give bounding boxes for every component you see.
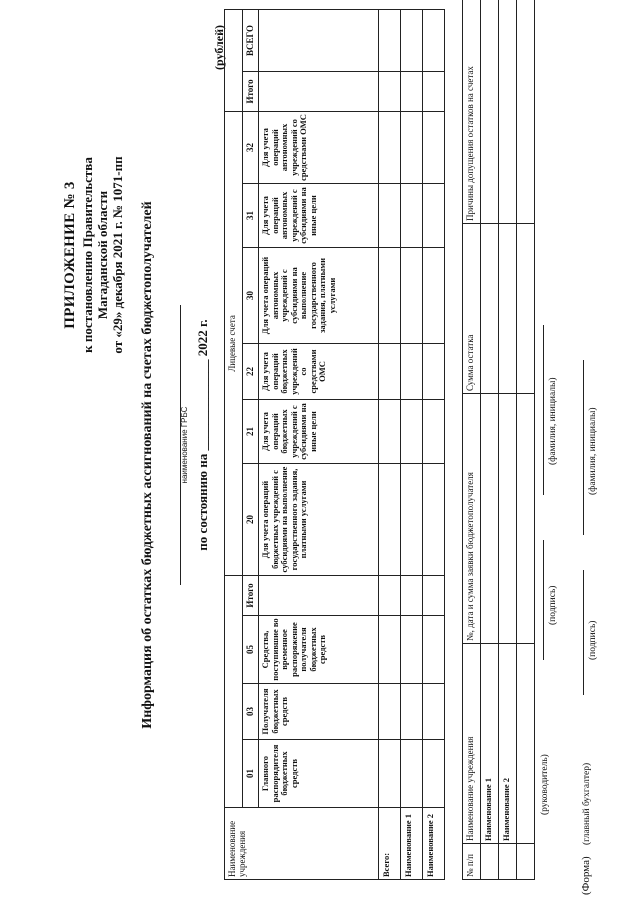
reasons-row-label: Наименование 1 xyxy=(481,644,499,844)
column-description xyxy=(259,71,379,111)
head-sign-line xyxy=(542,540,544,660)
table-cell[interactable] xyxy=(401,71,423,111)
accountant-sign-line xyxy=(582,570,584,695)
table-cell[interactable] xyxy=(401,616,423,684)
table-cell[interactable] xyxy=(379,684,401,740)
table-cell[interactable] xyxy=(423,740,445,808)
code-header: 05 xyxy=(243,616,259,684)
table-cell[interactable] xyxy=(379,344,401,400)
reasons-header: № п/п xyxy=(463,844,481,880)
table-cell[interactable] xyxy=(401,111,423,183)
code-header: Итого xyxy=(243,576,259,616)
appendix-title: ПРИЛОЖЕНИЕ № 3 xyxy=(62,181,78,329)
table-cell[interactable] xyxy=(379,71,401,111)
form-label: (Форма) xyxy=(580,856,592,895)
accountant-sign-caption: (подпись) xyxy=(588,620,598,660)
head-name-caption: (фамилия, инициалы) xyxy=(548,377,558,465)
reasons-cell[interactable] xyxy=(517,844,535,880)
table-cell[interactable] xyxy=(379,184,401,248)
table-cell[interactable] xyxy=(401,344,423,400)
reasons-header: Причины допущения остатков на счетах xyxy=(463,0,481,224)
accountant-name-line xyxy=(582,360,584,535)
table-cell[interactable] xyxy=(401,684,423,740)
reasons-cell[interactable] xyxy=(499,394,517,644)
column-description: Получателя бюджетных средств xyxy=(259,684,379,740)
reasons-cell[interactable] xyxy=(499,224,517,394)
code-header: Итого xyxy=(243,71,259,111)
column-description xyxy=(259,9,379,71)
table-row-label: Всего: xyxy=(379,808,401,880)
units-label: (рублей) xyxy=(212,25,226,71)
reasons-header: Сумма остатка xyxy=(463,224,481,394)
table-cell[interactable] xyxy=(401,184,423,248)
table-cell[interactable] xyxy=(423,9,445,71)
table-cell[interactable] xyxy=(401,400,423,464)
column-description: Для учета операций бюджетных учреждений со средствами ОМС xyxy=(259,344,379,400)
table-cell[interactable] xyxy=(423,464,445,576)
column-description: Средства, поступившие во временное распоряжение получателя бюджетных средств xyxy=(259,616,379,684)
appendix-line-3: от «29» декабря 2021 г. № 1071-пп xyxy=(110,156,125,354)
code-header: 20 xyxy=(243,464,259,576)
head-name-line xyxy=(542,325,544,495)
column-description: Главного распорядителя бюджетных средств xyxy=(259,740,379,808)
table-row-label: Наименование 1 xyxy=(401,808,423,880)
table-cell[interactable] xyxy=(401,248,423,344)
table-cell[interactable] xyxy=(401,9,423,71)
column-description: Для учета операций автономных учреждений со средствами ОМС xyxy=(259,111,379,183)
table-cell[interactable] xyxy=(379,464,401,576)
reasons-cell[interactable] xyxy=(517,0,535,224)
code-header: ВСЕГО xyxy=(243,9,259,71)
grbs-caption: наименование ГРБС xyxy=(180,406,189,484)
code-header: 32 xyxy=(243,111,259,183)
table-cell[interactable] xyxy=(379,576,401,616)
appendix-line-2: Магаданской области xyxy=(95,190,110,320)
table-cell[interactable] xyxy=(379,616,401,684)
table-cell[interactable] xyxy=(423,344,445,400)
reasons-cell[interactable] xyxy=(481,0,499,224)
group-empty-header xyxy=(225,576,243,808)
accountant-role: (главный бухгалтер) xyxy=(582,762,592,845)
column-description: Для учета операций автономных учреждений с субсидиями на выполнение государственного задания, платными услугами xyxy=(259,248,379,344)
code-header: 03 xyxy=(243,684,259,740)
code-header: 30 xyxy=(243,248,259,344)
reasons-cell[interactable] xyxy=(481,224,499,394)
reasons-header: Наименование учреждения xyxy=(463,644,481,844)
code-header: 21 xyxy=(243,400,259,464)
code-header: 01 xyxy=(243,740,259,808)
group-header: Лицевые счета xyxy=(225,111,243,575)
as-of-date: по состоянию на ______________ 2022 г. xyxy=(195,319,210,551)
balances-table xyxy=(224,9,445,880)
reasons-cell xyxy=(517,644,535,844)
table-cell[interactable] xyxy=(401,576,423,616)
reasons-cell[interactable] xyxy=(481,394,499,644)
table-cell[interactable] xyxy=(423,684,445,740)
table-cell[interactable] xyxy=(379,248,401,344)
document-title: Информация об остатках бюджетных ассигнований на счетах бюджетополучателей xyxy=(140,201,155,729)
reasons-cell[interactable] xyxy=(499,0,517,224)
table-cell[interactable] xyxy=(423,71,445,111)
table-cell[interactable] xyxy=(379,740,401,808)
column-description: Для учета операций автономных учреждений с субсидиями на иные цели xyxy=(259,184,379,248)
head-sign-caption: (подпись) xyxy=(548,585,558,625)
group-empty-header-right xyxy=(225,9,243,111)
appendix-subtitle xyxy=(80,65,125,445)
reasons-cell[interactable] xyxy=(517,224,535,394)
table-cell[interactable] xyxy=(423,111,445,183)
reasons-row-label: Наименование 2 xyxy=(499,644,517,844)
reasons-cell[interactable] xyxy=(499,844,517,880)
reasons-header: №, дата и сумма заявки бюджетополучателя xyxy=(463,394,481,644)
head-role: (руководитель) xyxy=(540,754,550,815)
reasons-cell[interactable] xyxy=(517,394,535,644)
table-cell[interactable] xyxy=(379,9,401,71)
column-description: Для учета операций бюджетных учреждений с субсидиями на выполнение государственного задания, платными услугами xyxy=(259,464,379,576)
appendix-line-1: к постановлению Правительства xyxy=(80,157,95,353)
table-cell[interactable] xyxy=(423,400,445,464)
column-description: Для учета операций бюджетных учреждений с субсидиями на иные цели xyxy=(259,400,379,464)
column-description xyxy=(259,576,379,616)
code-header: 31 xyxy=(243,184,259,248)
accountant-name-caption: (фамилия, инициалы) xyxy=(588,407,598,495)
table-cell[interactable] xyxy=(423,576,445,616)
table-cell[interactable] xyxy=(379,400,401,464)
table-cell[interactable] xyxy=(379,111,401,183)
table-cell[interactable] xyxy=(423,616,445,684)
table-cell[interactable] xyxy=(423,248,445,344)
table-cell[interactable] xyxy=(401,740,423,808)
table-row-label: Наименование 2 xyxy=(423,808,445,880)
table-cell[interactable] xyxy=(423,184,445,248)
table-cell[interactable] xyxy=(401,464,423,576)
col-name-header: Наименование учреждения xyxy=(225,808,379,880)
code-header: 22 xyxy=(243,344,259,400)
reasons-cell[interactable] xyxy=(481,844,499,880)
reasons-table xyxy=(462,0,535,880)
